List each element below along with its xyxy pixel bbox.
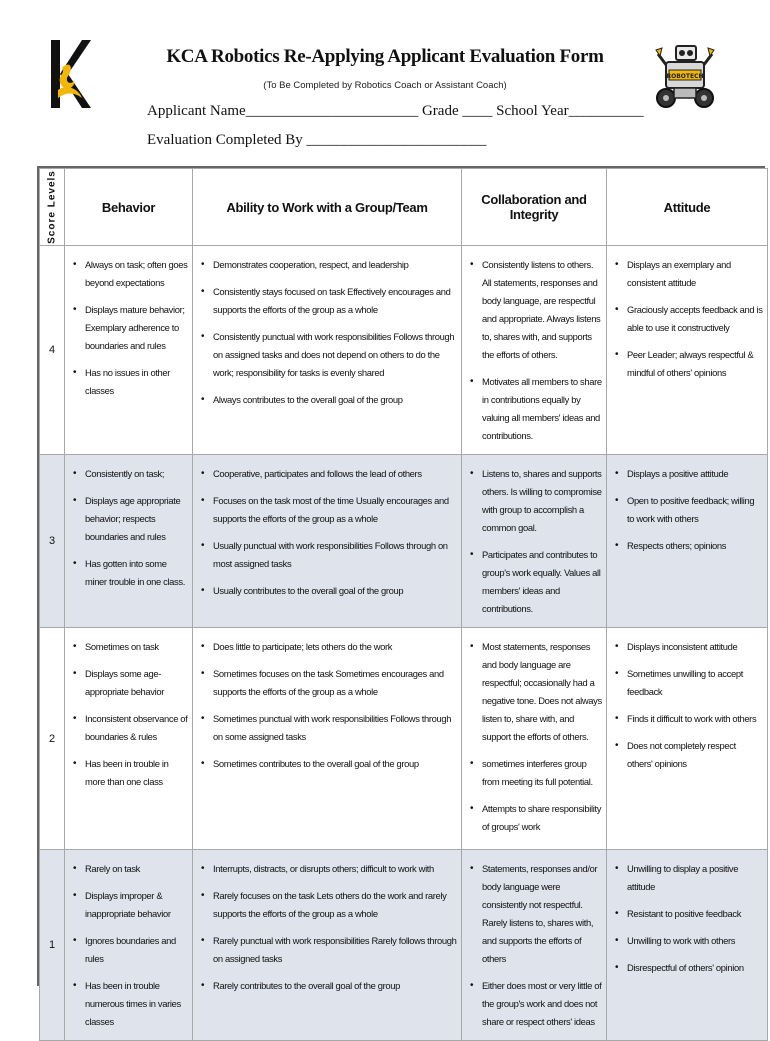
criteria-item: • Unwilling to display a positive attitude	[627, 860, 763, 896]
score-level: 2	[40, 628, 65, 850]
criteria-item: • Unwilling to work with others	[627, 932, 763, 950]
collab-cell	[462, 455, 607, 628]
criteria-item: • Listens to, shares and supports others. Is willing to compromise with group to accomplish a common goal.	[482, 465, 602, 537]
criteria-item: • Has gotten into some miner trouble in one class.	[85, 555, 188, 591]
criteria-item: • Displays mature behavior; Exemplary adherence to boundaries and rules	[85, 301, 188, 355]
criteria-item: • Statements, responses and/or body language were consistently not respectful. Rarely listens to, shares with, and supports the efforts of others	[482, 860, 602, 968]
criteria-item: • Consistently on task;	[85, 465, 188, 483]
rubric-row-level-3	[40, 455, 768, 628]
score-levels-header: Score Levels	[40, 169, 65, 246]
criteria-item: • Displays an exemplary and consistent attitude	[627, 256, 763, 292]
score-level: 4	[40, 246, 65, 455]
rubric-row-level-4	[40, 246, 768, 455]
criteria-item: • Demonstrates cooperation, respect, and leadership	[213, 256, 457, 274]
criteria-item: • Displays some age-appropriate behavior	[85, 665, 188, 701]
criteria-item: • Peer Leader; always respectful & mindful of others' opinions	[627, 346, 763, 382]
criteria-item: • Consistently listens to others. All statements, responses and body language, are respectful and appropriate. Always listens to, shares with, and supports the efforts of others.	[482, 256, 602, 364]
criteria-item: • Sometimes punctual with work responsibilities Follows through on some assigned tasks	[213, 710, 457, 746]
behavior-header: Behavior	[65, 169, 193, 246]
criteria-item: • Most statements, responses and body language are respectful; occasionally had a negative tone. Does not always listen to, share with, and support the efforts of others.	[482, 638, 602, 746]
attitude-cell	[607, 850, 768, 1041]
criteria-item: • Either does most or very little of the group's work and does not share or respect others' ideas	[482, 977, 602, 1031]
criteria-item: • Rarely contributes to the overall goal of the group	[213, 977, 457, 995]
criteria-item: • Has been in trouble numerous times in varies classes	[85, 977, 188, 1031]
criteria-item: • Inconsistent observance of boundaries & rules	[85, 710, 188, 746]
criteria-item: • Rarely focuses on the task Lets others do the work and rarely supports the efforts of the group as a whole	[213, 887, 457, 923]
group-cell	[193, 850, 462, 1041]
criteria-item: • Displays age appropriate behavior; respects boundaries and rules	[85, 492, 188, 546]
robot-logo-text: ROBOTECH	[666, 73, 704, 80]
criteria-item: • Sometimes contributes to the overall goal of the group	[213, 755, 457, 773]
criteria-item: • Open to positive feedback; willing to work with others	[627, 492, 763, 528]
criteria-item: • Always on task; often goes beyond expectations	[85, 256, 188, 292]
evaluation-completed-by-line[interactable]: Evaluation Completed By ________________________	[147, 132, 487, 148]
behavior-cell	[65, 850, 193, 1041]
collab-cell	[462, 850, 607, 1041]
criteria-item: • Sometimes on task	[85, 638, 188, 656]
criteria-item: • Finds it difficult to work with others	[627, 710, 763, 728]
criteria-item: • Sometimes focuses on the task Sometimes encourages and supports the efforts of the group as a whole	[213, 665, 457, 701]
behavior-cell	[65, 628, 193, 850]
rubric-row-level-1	[40, 850, 768, 1041]
criteria-item: • Motivates all members to share in contributions equally by valuing all members' ideas and contributions.	[482, 373, 602, 445]
group-cell	[193, 628, 462, 850]
criteria-item: • Resistant to positive feedback	[627, 905, 763, 923]
group-work-header: Ability to Work with a Group/Team	[193, 169, 462, 246]
collab-cell	[462, 246, 607, 455]
criteria-item: • Rarely punctual with work responsibilities Rarely follows through on assigned tasks	[213, 932, 457, 968]
criteria-item: • Does little to participate; lets others do the work	[213, 638, 457, 656]
criteria-item: • Has been in trouble in more than one class	[85, 755, 188, 791]
group-cell	[193, 246, 462, 455]
applicant-info-line[interactable]: Applicant Name_______________________ Grade ____ School Year__________	[147, 103, 644, 119]
criteria-item: • Ignores boundaries and rules	[85, 932, 188, 968]
criteria-item: • Disrespectful of others' opinion	[627, 959, 763, 977]
attitude-cell	[607, 628, 768, 850]
criteria-item: • Cooperative, participates and follows the lead of others	[213, 465, 457, 483]
collaboration-header: Collaboration and Integrity	[462, 169, 607, 246]
criteria-item: • Participates and contributes to group's work equally. Values all members' ideas and contributions.	[482, 546, 602, 618]
criteria-item: • Usually punctual with work responsibilities Follows through on most assigned tasks	[213, 537, 457, 573]
criteria-item: • Does not completely respect others' opinions	[627, 737, 763, 773]
criteria-item: • Sometimes unwilling to accept feedback	[627, 665, 763, 701]
score-level: 3	[40, 455, 65, 628]
criteria-item: • Displays a positive attitude	[627, 465, 763, 483]
criteria-item: • Respects others; opinions	[627, 537, 763, 555]
criteria-item: • Focuses on the task most of the time Usually encourages and supports the efforts of the group as a whole	[213, 492, 457, 528]
attitude-cell	[607, 246, 768, 455]
criteria-item: • Graciously accepts feedback and is able to use it constructively	[627, 301, 763, 337]
criteria-item: • Attempts to share responsibility of groups' work	[482, 800, 602, 836]
collab-cell	[462, 628, 607, 850]
criteria-item: • Always contributes to the overall goal of the group	[213, 391, 457, 409]
behavior-cell	[65, 455, 193, 628]
criteria-item: • Usually contributes to the overall goal of the group	[213, 582, 457, 600]
criteria-item: • Displays inconsistent attitude	[627, 638, 763, 656]
criteria-item: • Displays improper & inappropriate behavior	[85, 887, 188, 923]
form-title: KCA Robotics Re-Applying Applicant Evaluation Form	[166, 46, 604, 67]
form-subtitle: (To Be Completed by Robotics Coach or Assistant Coach)	[263, 80, 507, 91]
criteria-item: • Interrupts, distracts, or disrupts others; difficult to work with	[213, 860, 457, 878]
criteria-item: • Rarely on task	[85, 860, 188, 878]
score-level: 1	[40, 850, 65, 1041]
rubric-row-level-2	[40, 628, 768, 850]
criteria-item: • sometimes interferes group from meeting its full potential.	[482, 755, 602, 791]
evaluation-rubric-table	[37, 166, 765, 1027]
attitude-header: Attitude	[607, 169, 768, 246]
criteria-item: • Consistently stays focused on task Effectively encourages and supports the efforts of the group as a whole	[213, 283, 457, 319]
criteria-item: • Consistently punctual with work responsibilities Follows through on assigned tasks and does not depend on others to do the work; responsibility for tasks is evenly shared	[213, 328, 457, 382]
criteria-item: • Has no issues in other classes	[85, 364, 188, 400]
behavior-cell	[65, 246, 193, 455]
group-cell	[193, 455, 462, 628]
attitude-cell	[607, 455, 768, 628]
